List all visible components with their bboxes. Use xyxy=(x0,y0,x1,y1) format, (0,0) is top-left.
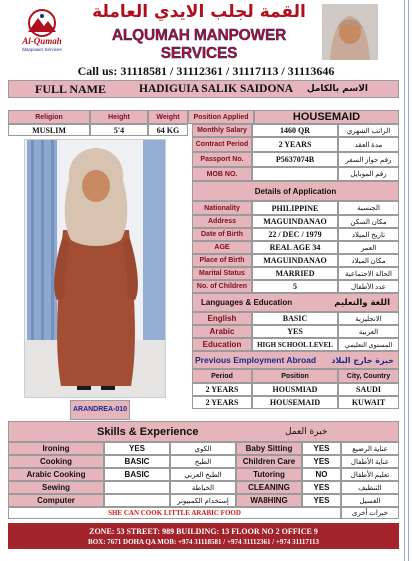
english-value: BASIC xyxy=(252,312,338,325)
other-skills-value: SHE CAN COOK LITTLE ARABIC FOOD xyxy=(8,507,341,519)
education-label: Education xyxy=(192,338,252,351)
full-name-arabic: الاسم بالكامل xyxy=(306,84,368,94)
skill-value-left xyxy=(104,481,170,494)
employment-row-2-city: KUWAIT xyxy=(338,396,399,409)
religion-header: Religion xyxy=(8,110,90,124)
header xyxy=(0,0,412,63)
mob-value xyxy=(252,167,338,181)
dob-value: 22 / DEC / 1979 xyxy=(252,228,338,241)
skill-arabic-left: الخياطة xyxy=(170,481,236,494)
skill-label-right: Tutoring xyxy=(236,468,302,481)
skill-label-left: Sewing xyxy=(8,481,104,494)
place-of-birth-label: Place of Birth xyxy=(192,254,252,267)
skill-arabic-left: إستخدام الكمبيوتر xyxy=(170,494,236,507)
page-edge-divider-2 xyxy=(408,0,409,561)
arabic-label: Arabic xyxy=(192,325,252,338)
nationality-value: PHILIPPINE xyxy=(252,201,338,215)
nationality-label: Nationality xyxy=(192,201,252,215)
logo-mountain-icon xyxy=(18,8,66,38)
skill-arabic-right: الغسيل xyxy=(341,494,399,507)
footer-line-2: BOX: 7671 DOHA QA MOB: +974 31118581 / +974 31112361 / +974 31117113 xyxy=(88,538,319,546)
marital-status-arabic: الحالة الاجتماعية xyxy=(338,267,399,280)
skill-label-right: WA8HING xyxy=(236,494,302,507)
skill-arabic-left: الكوي xyxy=(170,442,236,455)
applicant-photo-icon xyxy=(25,140,166,398)
contract-period-value: 2 YEARS xyxy=(252,137,338,152)
skill-value-left: BASIC xyxy=(104,468,170,481)
skill-value-right: NO xyxy=(302,468,341,481)
skill-label-right: Baby Sitting xyxy=(236,442,302,455)
weight-header: Weight xyxy=(148,110,188,124)
arabic-arabic: العربية xyxy=(338,325,399,338)
religion-value: MUSLIM xyxy=(8,124,90,136)
place-of-birth-value: MAGUINDANAO xyxy=(252,254,338,267)
skill-value-right: YES xyxy=(302,442,341,455)
full-name-row xyxy=(8,80,399,98)
employment-row-2-period: 2 YEARS xyxy=(192,396,252,409)
english-title: ALQUMAH MANPOWER SERVICES xyxy=(111,27,287,62)
height-value: 5'4 xyxy=(90,124,148,136)
monthly-salary-arabic: الراتب الشهري xyxy=(338,124,399,137)
employment-header-period: Period xyxy=(192,369,252,383)
call-line: Call us: 31118581 / 31112361 / 31117113 / 31113646 xyxy=(77,64,335,78)
skill-value-left: YES xyxy=(104,442,170,455)
skill-label-left: Ironing xyxy=(8,442,104,455)
employment-section-title xyxy=(192,351,399,369)
employment-header-position: Position xyxy=(252,369,338,383)
education-arabic: المستوى التعليمي xyxy=(338,338,399,351)
skill-value-left xyxy=(104,494,170,507)
header-portrait xyxy=(322,4,378,60)
arabic-value: YES xyxy=(252,325,338,338)
skill-arabic-right: عناية الرضيع xyxy=(341,442,399,455)
nationality-arabic: الجنسية xyxy=(338,201,399,215)
page-edge-divider xyxy=(404,0,405,561)
arabic-title: القمة لجلب الايدي العاملة xyxy=(92,2,306,22)
employment-row-2-position: HOUSEMAID xyxy=(252,396,338,409)
employment-row-1-period: 2 YEARS xyxy=(192,383,252,396)
skill-arabic-left: الطبخ العربي xyxy=(170,468,236,481)
applicant-photo xyxy=(24,139,166,398)
skill-label-left: Computer xyxy=(8,494,104,507)
marital-status-value: MARRIED xyxy=(252,267,338,280)
age-label: AGE xyxy=(192,241,252,254)
position-applied-value: HOUSEMAID xyxy=(254,110,399,124)
dob-arabic: تاريخ الميلاد xyxy=(338,228,399,241)
employment-row-1-position: HOUSMIAD xyxy=(252,383,338,396)
place-of-birth-arabic: مكان الميلاد xyxy=(338,254,399,267)
height-header: Height xyxy=(90,110,148,124)
age-arabic: العمر xyxy=(338,241,399,254)
english-label: English xyxy=(192,312,252,325)
footer-address xyxy=(8,523,399,549)
education-value: HIGH SCHOOL LEVEL xyxy=(252,338,338,351)
skill-arabic-right: عناية الأطفال xyxy=(341,455,399,468)
skill-arabic-left: الطبخ xyxy=(170,455,236,468)
skill-arabic-right: تعليم الأطفال xyxy=(341,468,399,481)
employment-title-arabic: خبرة خارج البلاد xyxy=(331,355,394,365)
skills-section-title xyxy=(8,421,399,442)
address-label: Address xyxy=(192,215,252,228)
skill-label-left: Arabic Cooking xyxy=(8,468,104,481)
skill-arabic-right: التنظيف xyxy=(341,481,399,494)
employment-title: Previous Employment Abroad xyxy=(195,355,317,365)
contract-period-arabic: مدة العقد xyxy=(338,137,399,152)
skill-value-right: YES xyxy=(302,494,341,507)
languages-title: Languages & Education xyxy=(201,298,293,307)
skill-value-right: YES xyxy=(302,455,341,468)
children-label: No. of Children xyxy=(192,280,252,293)
portrait-photo-icon xyxy=(322,4,378,60)
address-value: MAGUINDANAO xyxy=(252,215,338,228)
passport-label: Passport No. xyxy=(192,152,252,167)
dob-label: Date of Birth xyxy=(192,228,252,241)
skill-value-right: YES xyxy=(302,481,341,494)
passport-value: P5637074B xyxy=(252,152,338,167)
english-arabic: الانجليزية xyxy=(338,312,399,325)
position-applied-header: Position Applied xyxy=(188,110,254,124)
age-value: REAL AGE 34 xyxy=(252,241,338,254)
footer-line-1: ZONE: 53 STREET: 989 BUILDING: 13 FLOOR NO 2 OFFICE 9 xyxy=(89,527,318,536)
skill-label-right: CLEANING xyxy=(236,481,302,494)
full-name-label: FULL NAME xyxy=(35,81,107,96)
languages-section-title xyxy=(192,293,399,312)
mob-arabic: رقم الموبايل xyxy=(338,167,399,181)
skills-title: Skills & Experience xyxy=(97,425,199,438)
skill-value-left: BASIC xyxy=(104,455,170,468)
contract-period-label: Contract Period xyxy=(192,137,252,152)
employment-row-1-city: SAUDI xyxy=(338,383,399,396)
weight-value: 64 KG xyxy=(148,124,188,136)
mob-label: MOB NO. xyxy=(192,167,252,181)
children-arabic: عدد الأطفال xyxy=(338,280,399,293)
photo-caption: ARANDREA-010 xyxy=(70,400,130,420)
address-arabic: مكان السكن xyxy=(338,215,399,228)
monthly-salary-value: 1460 QR xyxy=(252,124,338,137)
application-section-title: Details of Application xyxy=(192,181,399,201)
company-logo xyxy=(18,8,66,56)
monthly-salary-label: Monthly Salary xyxy=(192,124,252,137)
children-value: 5 xyxy=(252,280,338,293)
skill-label-right: Children Care xyxy=(236,455,302,468)
languages-title-arabic: اللغة والتعليم xyxy=(334,297,390,308)
skill-label-left: Cooking xyxy=(8,455,104,468)
other-skills-arabic: خبرات أخرى xyxy=(341,507,399,519)
full-name-value: HADIGUIA SALIK SAIDONA xyxy=(139,83,294,95)
skills-title-arabic: خبرة العمل xyxy=(285,426,328,437)
marital-status-label: Marital Status xyxy=(192,267,252,280)
logo-subtext: Manpower Services xyxy=(22,47,62,52)
passport-arabic: رقم جواز السفر xyxy=(338,152,399,167)
logo-text: Al-Qumah xyxy=(22,36,62,46)
employment-header-city: City, Country xyxy=(338,369,399,383)
